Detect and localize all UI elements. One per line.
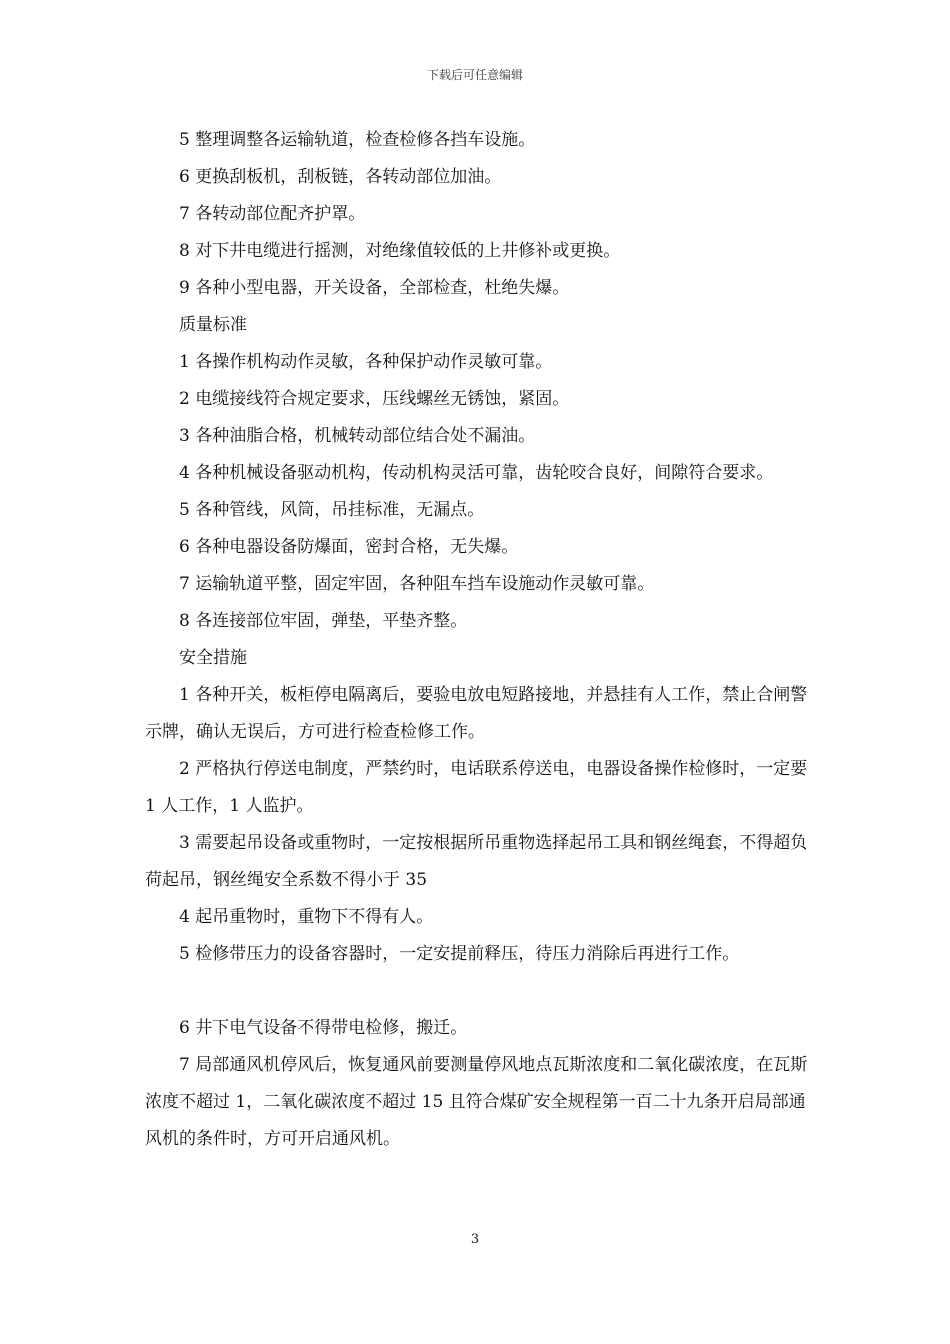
paragraph: 2 电缆接线符合规定要求，压线螺丝无锈蚀，紧固。 [179,389,570,409]
paragraph: 1 各操作机构动作灵敏，各种保护动作灵敏可靠。 [179,352,553,372]
paragraph: 3 各种油脂合格，机械转动部位结合处不漏油。 [179,426,536,446]
paragraph: 7 运输轨道平整，固定牢固，各种阻车挡车设施动作灵敏可靠。 [179,574,655,594]
paragraph: 5 整理调整各运输轨道，检查检修各挡车设施。 [179,130,536,150]
paragraph: 8 对下井电缆进行摇测，对绝缘值较低的上井修补或更换。 [179,241,621,261]
page-header: 下载后可任意编辑 [426,68,523,82]
paragraph: 4 各种机械设备驱动机构，传动机构灵活可靠，齿轮咬合良好，间隙符合要求。 [179,463,774,483]
paragraph: 6 井下电气设备不得带电检修，搬迁。 [179,1018,468,1038]
paragraph: 5 检修带压力的设备容器时，一定安提前释压，待压力消除后再进行工作。 [179,944,740,964]
document-body [145,122,815,1158]
paragraph: 8 各连接部位牢固，弹垫，平垫齐整。 [179,611,468,631]
paragraph: 2 严格执行停送电制度，严禁约时，电话联系停送电，电器设备操作检修时，一定要 1 人工作，1 人监护。 [145,759,808,816]
section-heading: 安全措施 [179,648,247,668]
paragraph: 4 起吊重物时，重物下不得有人。 [179,907,434,927]
paragraph: 7 各转动部位配齐护罩。 [179,204,366,224]
section-heading: 质量标准 [179,315,247,335]
paragraph: 3 需要起吊设备或重物时，一定按根据所吊重物选择起吊工具和钢丝绳套，不得超负荷起吊，钢丝绳安全系数不得小于 35 [145,833,808,890]
paragraph: 6 各种电器设备防爆面，密封合格，无失爆。 [179,537,519,557]
paragraph: 9 各种小型电器，开关设备，全部检查，杜绝失爆。 [179,278,570,298]
paragraph: 7 局部通风机停风后，恢复通风前要测量停风地点瓦斯浓度和二氧化碳浓度，在瓦斯浓度不超过 1，二氧化碳浓度不超过 15 且符合煤矿安全规程第一百二十九条开启局部通风机的条件时，方可开启通风机。 [145,1055,808,1149]
paragraph: 5 各种管线，风筒，吊挂标准，无漏点。 [179,500,485,520]
paragraph: 1 各种开关，板柜停电隔离后，要验电放电短路接地，并悬挂有人工作，禁止合闸警示牌，确认无误后，方可进行检查检修工作。 [145,685,808,742]
paragraph: 6 更换刮板机，刮板链，各转动部位加油。 [179,167,502,187]
page-number: 3 [470,1232,480,1247]
